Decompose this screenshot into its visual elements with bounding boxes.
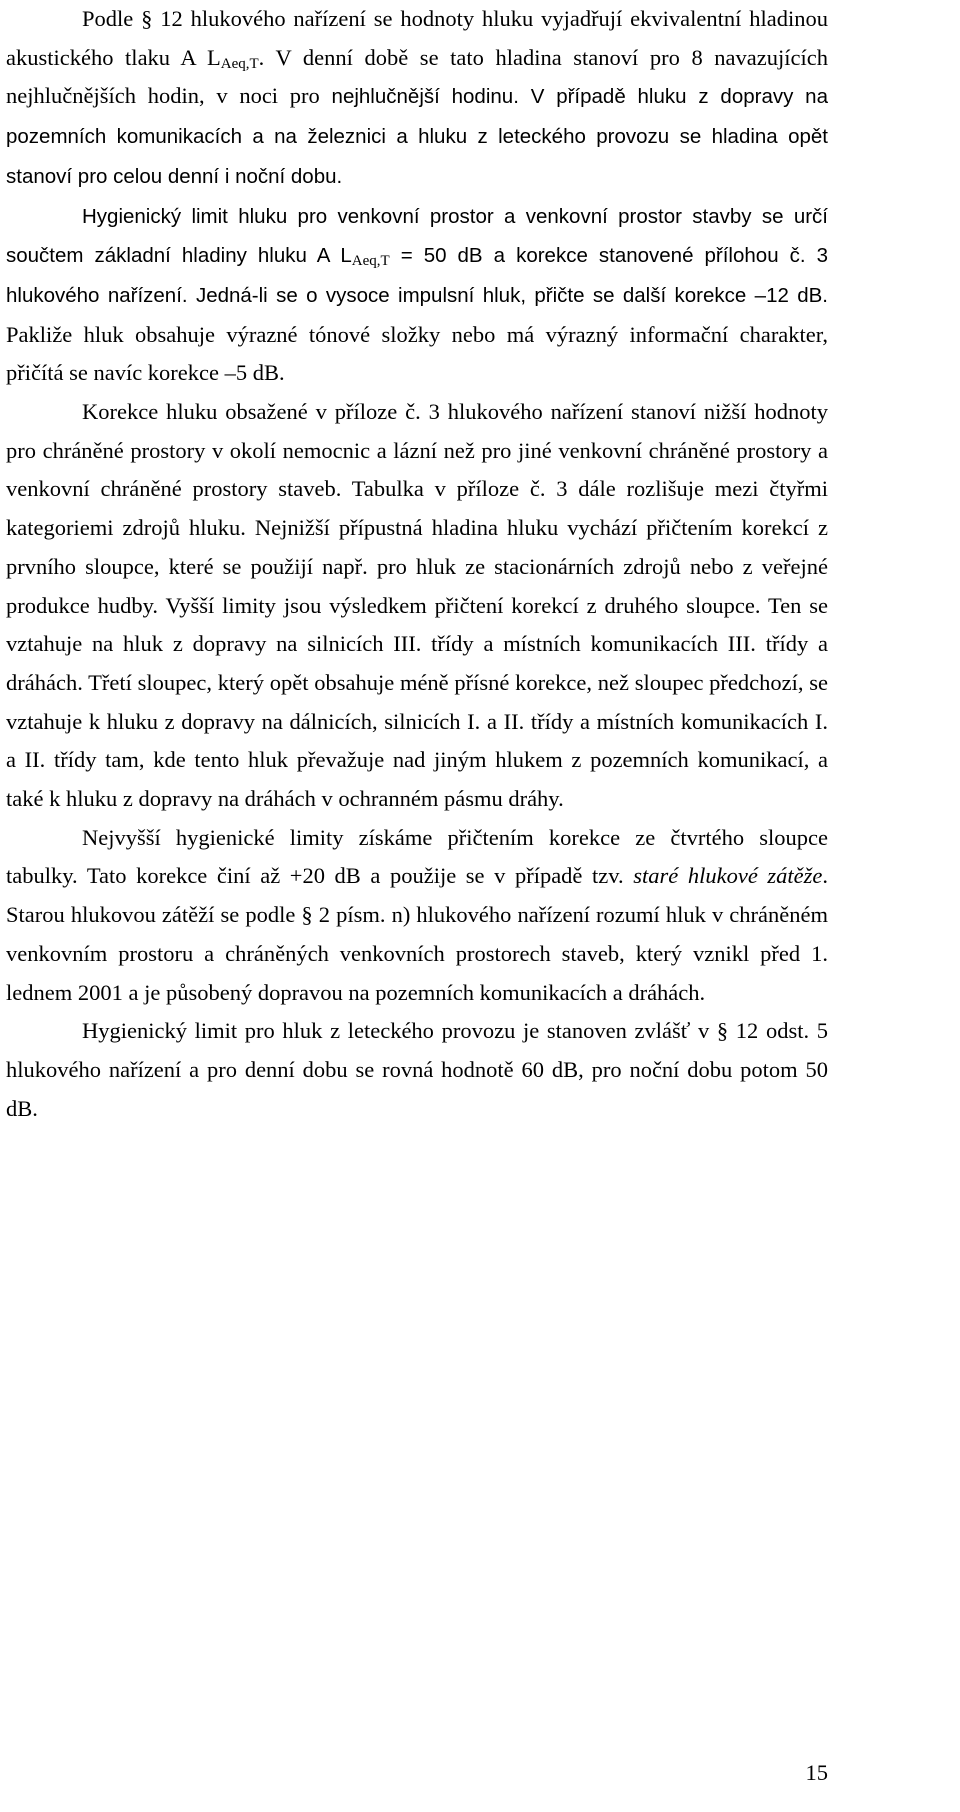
paragraph-highest-limits [6,819,828,1013]
paragraph-text-sans: Hygienický limit hluku pro venkovní prostor a venkovní prostor stavby se určí součtem základní hladiny hluku A L [6,204,828,268]
paragraph-aviation-limit [6,1012,828,1128]
subscript-aeq-t: Aeq,T [351,253,390,270]
page-number: 15 [805,1760,828,1785]
paragraph-text: Nejvyšší hygienické limity získáme přičtením korekce ze čtvrtého sloupce tabulky. Tato korekce činí až +20 dB a použije se v případě tzv. [6,824,828,889]
paragraph-text: Pakliže hluk obsahuje výrazné tónové složky nebo má výrazný informační charakter, přičítá se navíc korekce –5 dB. [6,321,828,386]
paragraph-text: . V denní době se tato hladina stanoví pro 8 navazujících nejhlučnějších hodin, v noci pro [6,44,828,109]
paragraph-hygienic-limit [6,197,828,394]
paragraph-text: Podle § 12 hlukového nařízení se hodnoty hluku vyjadřují ekvivalentní hladinou akustického tlaku A L [6,6,828,70]
paragraph-noise-expression [6,0,828,197]
subscript-aeq-t: Aeq,T [220,55,259,72]
paragraph-corrections [6,393,828,819]
paragraph-text-sans: = 50 dB a korekce stanovené přílohou č. 3 hlukového nařízení. Jedná-li se o vysoce impulsní hluk, přičte se další korekce –12 dB. [6,244,828,307]
paragraph-emphasis: staré hlukové zátěže [633,863,823,889]
document-page [6,0,828,1128]
paragraph-text: Korekce hluku obsažené v příloze č. 3 hlukového nařízení stanoví nižší hodnoty pro chráněné prostory v okolí nemocnic a lázní než pro jiné venkovní chráněné prostory a venkovní chráněné prostory staveb. Tabulka v příloze č. 3 dále rozlišuje mezi čtyřmi kategoriemi zdrojů hluku. Nejnižší přípustná hladina hluku vychází přičtením korekcí z prvního sloupce, které se použijí např. pro hluk ze stacionárních zdrojů nebo z veřejné produkce hudby. Vyšší limity jsou výsledkem přičtení korekcí z druhého sloupce. Ten se vztahuje na hluk z dopravy na silnicích III. třídy a místních komunikacích III. třídy a dráhách. Třetí sloupec, který opět obsahuje méně přísné korekce, než sloupec předchozí, se vztahuje k hluku z dopravy na dálnicích, silnicích I. a II. třídy a místních komunikacích I. a II. třídy tam, kde tento hluk převažuje nad jiným hlukem z pozemních komunikací, a také k hluku z dopravy na dráhách v ochranném pásmu dráhy. [6,399,828,812]
paragraph-text-sans: nejhlučnější hodinu. V případě hluku z dopravy na pozemních komunikacích a na železnici a hluku z leteckého provozu se hladina opět stanoví pro celou denní i noční dobu. [6,85,828,188]
paragraph-text: . Starou hlukovou zátěží se podle § 2 písm. n) hlukového nařízení rozumí hluk v chráněném venkovním prostoru a chráněných venkovních prostorech staveb, který vznikl před 1. lednem 2001 a je působený dopravou na pozemních komunikacích a dráhách. [6,863,828,1005]
paragraph-text: Hygienický limit pro hluk z leteckého provozu je stanoven zvlášť v § 12 odst. 5 hlukového nařízení a pro denní dobu se rovná hodnotě 60 dB, pro noční dobu potom 50 dB. [6,1018,828,1121]
